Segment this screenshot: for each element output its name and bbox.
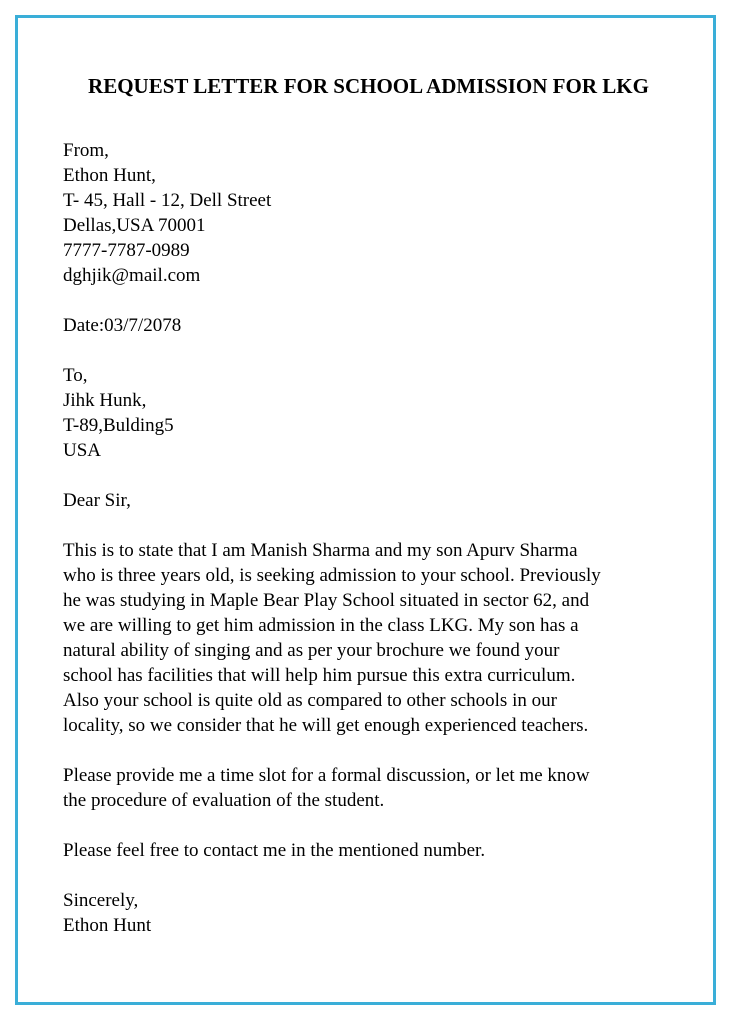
paragraph-1 — [63, 538, 703, 738]
paragraph-line: natural ability of singing and as per your brochure we found your — [63, 640, 560, 661]
sender-name: Ethon Hunt, — [63, 165, 156, 186]
paragraph-line: the procedure of evaluation of the student. — [63, 790, 385, 811]
recipient-address-line-2: USA — [63, 440, 102, 461]
letter-body — [63, 138, 703, 938]
valediction: Sincerely, — [63, 890, 139, 911]
recipient-name: Jihk Hunk, — [63, 390, 147, 411]
signature-name: Ethon Hunt — [63, 915, 152, 936]
paragraph-line: he was studying in Maple Bear Play School situated in sector 62, and — [63, 590, 590, 611]
sender-label: From, — [63, 140, 109, 161]
recipient-address-line-1: T-89,Bulding5 — [63, 415, 174, 436]
paragraph-2 — [63, 763, 703, 813]
closing-block — [63, 888, 703, 938]
paragraph-line: Please provide me a time slot for a formal discussion, or let me know — [63, 765, 590, 786]
paragraph-line: who is three years old, is seeking admission to your school. Previously — [63, 565, 601, 586]
recipient-label: To, — [63, 365, 88, 386]
sender-address-line-2: Dellas,USA 70001 — [63, 215, 206, 236]
paragraph-line: we are willing to get him admission in the class LKG. My son has a — [63, 615, 579, 636]
recipient-block — [63, 363, 703, 463]
sender-phone: 7777-7787-0989 — [63, 240, 190, 261]
letter-date: Date:03/7/2078 — [63, 315, 182, 336]
salutation: Dear Sir, — [63, 490, 131, 511]
paragraph-line: locality, so we consider that he will get enough experienced teachers. — [63, 715, 589, 736]
sender-block — [63, 138, 703, 288]
paragraph-line: school has facilities that will help him pursue this extra curriculum. — [63, 665, 576, 686]
paragraph-line: Also your school is quite old as compared to other schools in our — [63, 690, 557, 711]
paragraph-line: This is to state that I am Manish Sharma and my son Apurv Sharma — [63, 540, 578, 561]
sender-address-line-1: T- 45, Hall - 12, Dell Street — [63, 190, 272, 211]
letter-title: REQUEST LETTER FOR SCHOOL ADMISSION FOR LKG — [88, 74, 649, 98]
sender-email: dghjik@mail.com — [63, 265, 201, 286]
paragraph-3: Please feel free to contact me in the mentioned number. — [63, 840, 486, 861]
